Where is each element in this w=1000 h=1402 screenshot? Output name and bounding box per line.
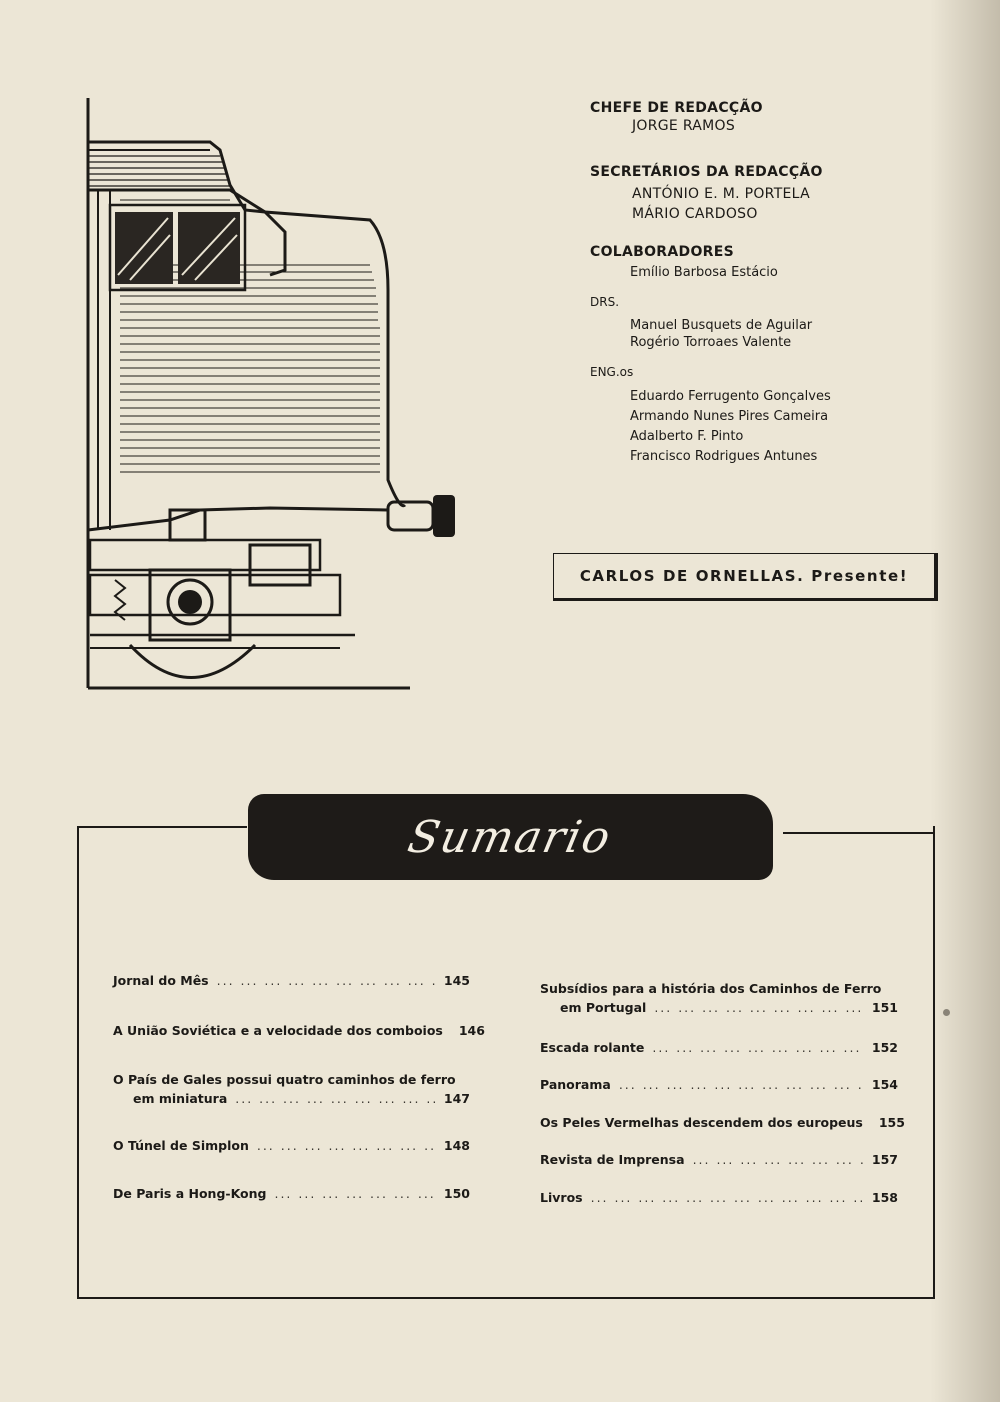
toc-entry-title-cont: em Portugal (560, 1000, 647, 1015)
dr-name: Rogério Torroaes Valente (630, 335, 792, 350)
toc-page: 150 (443, 1186, 470, 1201)
toc-entry-title-cont: em miniatura (133, 1091, 228, 1106)
toc-entry[interactable] (540, 1040, 898, 1055)
drs-label: DRS. (590, 295, 620, 309)
toc-page: 154 (871, 1077, 898, 1092)
toc-entry-title: Revista de Imprensa (540, 1152, 685, 1167)
toc-entry-title: Os Peles Vermelhas descendem dos europeus (540, 1115, 863, 1130)
summary-frame (77, 826, 935, 1299)
toc-dots (619, 1077, 864, 1092)
toc-page: 158 (871, 1190, 898, 1205)
toc-dots (591, 1190, 864, 1205)
toc-entry-title: O País de Gales possui quatro caminhos de ferro (113, 1072, 456, 1087)
toc-entry[interactable] (540, 1115, 905, 1130)
toc-entry[interactable] (113, 1138, 470, 1153)
toc-entry-title: Jornal do Mês (113, 973, 209, 988)
toc-entry-title: De Paris a Hong-Kong (113, 1186, 267, 1201)
toc-page: 157 (871, 1152, 898, 1167)
summary-banner (248, 794, 773, 880)
toc-page: 151 (871, 1000, 898, 1015)
summary-rule (77, 826, 247, 828)
eng-name: Adalberto F. Pinto (630, 429, 744, 444)
eng-name: Eduardo Ferrugento Gonçalves (630, 389, 831, 404)
toc-entry[interactable] (540, 1152, 898, 1167)
margin-dot (943, 1009, 950, 1016)
toc-entry[interactable] (113, 1072, 470, 1106)
toc-dots (654, 1000, 864, 1015)
toc-dots (235, 1091, 436, 1106)
toc-page: 146 (458, 1023, 485, 1038)
toc-page: 152 (871, 1040, 898, 1055)
collaborators-role: COLABORADORES (590, 244, 734, 260)
eng-name: Armando Nunes Pires Cameira (630, 409, 829, 424)
toc-entry[interactable] (540, 1190, 898, 1205)
dr-name: Manuel Busquets de Aguilar (630, 318, 813, 333)
toc-entry-title: Livros (540, 1190, 583, 1205)
summary-title: Sumario (404, 811, 617, 863)
toc-entry-title: Panorama (540, 1077, 611, 1092)
secretary-name: MÁRIO CARDOSO (632, 206, 758, 222)
tribute-box (553, 553, 938, 601)
locomotive-illustration (70, 90, 480, 700)
editorial-staff (590, 100, 950, 467)
toc-entry[interactable] (540, 1077, 898, 1092)
secretary-name: ANTÓNIO E. M. PORTELA (632, 186, 810, 202)
toc-dots (693, 1152, 864, 1167)
toc-entry-title: A União Soviética e a velocidade dos comboios (113, 1023, 443, 1038)
collaborator-name: Emílio Barbosa Estácio (630, 265, 778, 280)
eng-name: Francisco Rodrigues Antunes (630, 449, 818, 464)
toc-entry[interactable] (113, 1186, 470, 1201)
toc-dots (257, 1138, 436, 1153)
chief-editor-role: CHEFE DE REDACÇÃO (590, 100, 763, 116)
engs-label: ENG.os (590, 365, 634, 379)
toc-page: 145 (443, 973, 470, 988)
toc-dots (274, 1186, 435, 1201)
toc-page: 147 (443, 1091, 470, 1106)
toc-entry[interactable] (113, 1023, 485, 1038)
toc-page: 148 (443, 1138, 470, 1153)
secretaries-role: SECRETÁRIOS DA REDACÇÃO (590, 164, 823, 180)
toc-entry[interactable] (540, 981, 898, 1015)
chief-editor-name: JORGE RAMOS (632, 118, 736, 134)
toc-page: 155 (878, 1115, 905, 1130)
toc-dots (217, 973, 436, 988)
toc-entry[interactable] (113, 973, 470, 988)
toc-entry-title: Subsídios para a história dos Caminhos de Ferro (540, 981, 882, 996)
summary-rule (783, 832, 935, 834)
tribute-text: CARLOS DE ORNELLAS. Presente! (579, 567, 909, 585)
toc-dots (652, 1040, 864, 1055)
toc-entry-title: O Túnel de Simplon (113, 1138, 249, 1153)
toc-entry-title: Escada rolante (540, 1040, 645, 1055)
